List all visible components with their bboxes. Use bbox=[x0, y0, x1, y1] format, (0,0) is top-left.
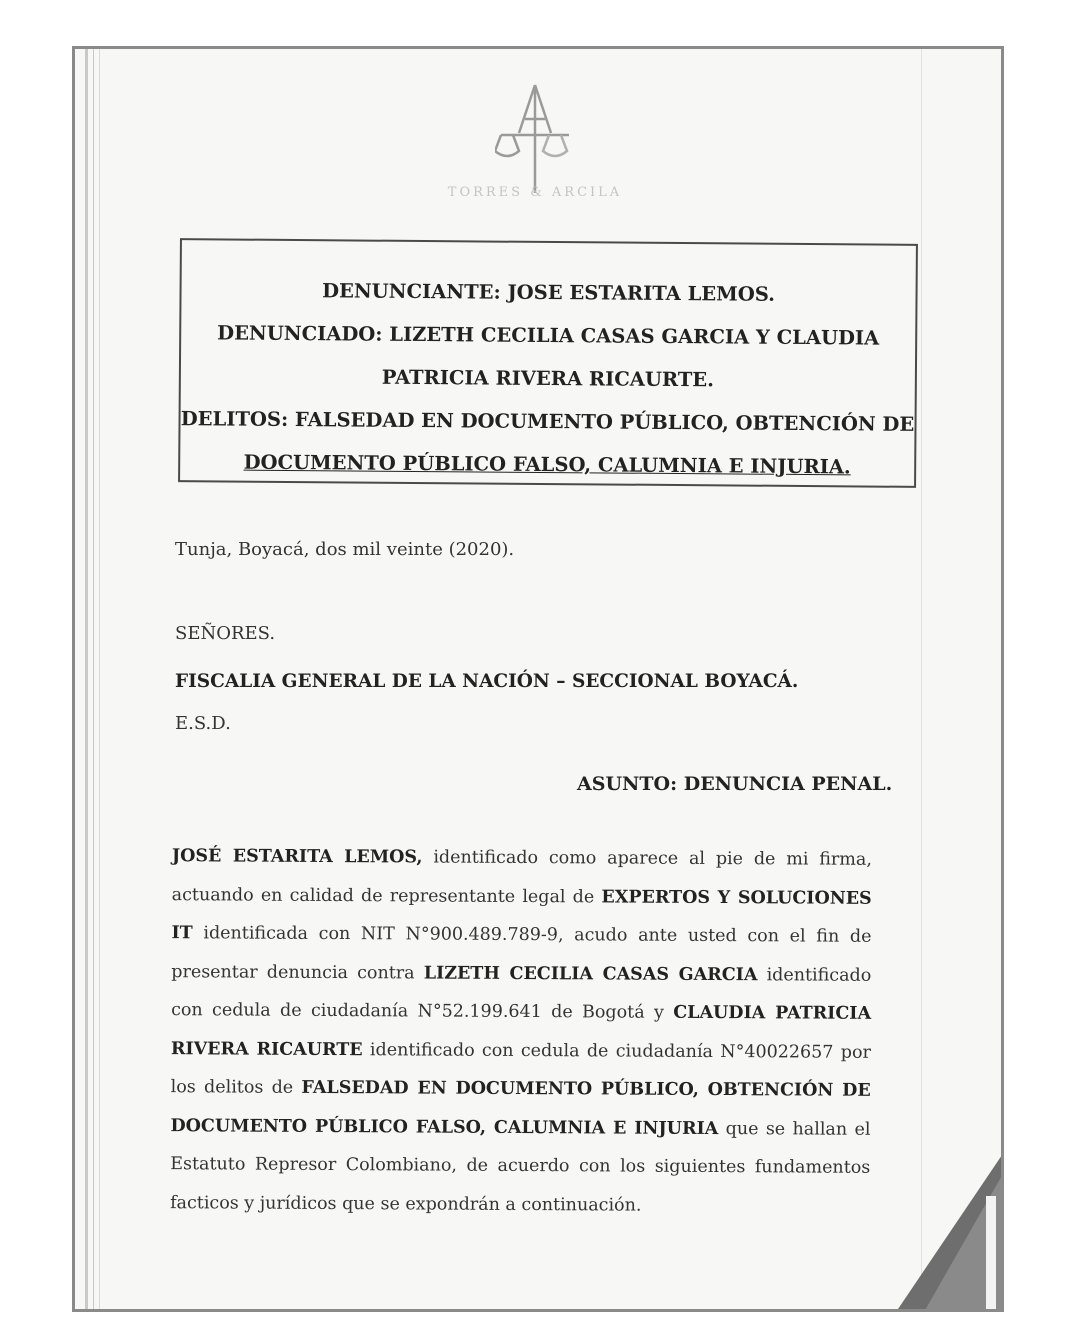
accused-name-1: LIZETH CECILIA CASAS GARCIA bbox=[423, 962, 758, 985]
accused-line: DENUNCIADO: LIZETH CECILIA CASAS GARCIA Y CLAUDIA bbox=[217, 321, 880, 350]
place-date: Tunja, Boyacá, dos mil veinte (2020). bbox=[175, 539, 515, 560]
company-name: EXPERTOS Y SOLUCIONES IT bbox=[171, 886, 872, 944]
scan-edge-line bbox=[99, 49, 100, 1309]
scales-of-justice-logo bbox=[495, 79, 575, 199]
crimes-line-continued: DOCUMENTO PÚBLICO FALSO, CALUMNIA E INJURIA. bbox=[243, 450, 851, 479]
body-paragraph: JOSÉ ESTARITA LEMOS, identificado como aparece al pie de mi firma, actuando en calidad de representante legal de EXPERTOS Y SOLUCIONES IT identificada con NIT N°900.489.789-9, acudo ante usted con el fin de presentar denuncia contra LIZETH CECILIA CASAS GARCIA identificado con cedula de ciudadanía N°52.199.641 de Bogotá y CLAUDIA PATRICIA RIVERA RICAURTE identificado con cedula de ciudadanía N°40022657 por los delitos de FALSEDAD EN DOCUMENTO PÚBLICO, OBTENCIÓN DE DOCUMENTO PÚBLICO FALSO, CALUMNIA E INJURIA que se hallan el Estatuto Represor Colombiano, de acuerdo con los siguientes fundamentos facticos y jurídicos que se expondrán a continuación. bbox=[170, 846, 872, 1216]
subject-line: ASUNTO: DENUNCIA PENAL. bbox=[577, 773, 893, 795]
recipient-name: FISCALIA GENERAL DE LA NACIÓN – SECCIONAL BOYACÁ. bbox=[175, 671, 799, 692]
scan-edge-line bbox=[85, 49, 88, 1309]
accused-name-2: CLAUDIA PATRICIA RIVERA RICAURTE bbox=[170, 1002, 872, 1060]
crimes-line: DELITOS: FALSEDAD EN DOCUMENTO PÚBLICO, OBTENCIÓN DE bbox=[180, 407, 915, 436]
crimes-list: FALSEDAD EN DOCUMENTO PÚBLICO, OBTENCIÓN DE DOCUMENTO PÚBLICO FALSO, CALUMNIA E INJURIA bbox=[170, 1077, 871, 1139]
complainant-line: DENUNCIANTE: JOSE ESTARITA LEMOS. bbox=[322, 279, 776, 306]
salutation: SEÑORES. bbox=[175, 623, 276, 644]
page-corner-mark bbox=[884, 1152, 1004, 1312]
firm-name: TORRES & ARCILA bbox=[447, 185, 623, 200]
case-header-box bbox=[178, 238, 918, 488]
accused-line-continued: PATRICIA RIVERA RICAURTE. bbox=[381, 365, 715, 392]
esd-label: E.S.D. bbox=[175, 713, 231, 734]
scanned-page bbox=[72, 46, 1004, 1312]
scan-edge-line bbox=[921, 49, 922, 1309]
complainant-name: JOSÉ ESTARITA LEMOS, bbox=[171, 846, 423, 868]
scan-edge-line bbox=[93, 49, 94, 1309]
